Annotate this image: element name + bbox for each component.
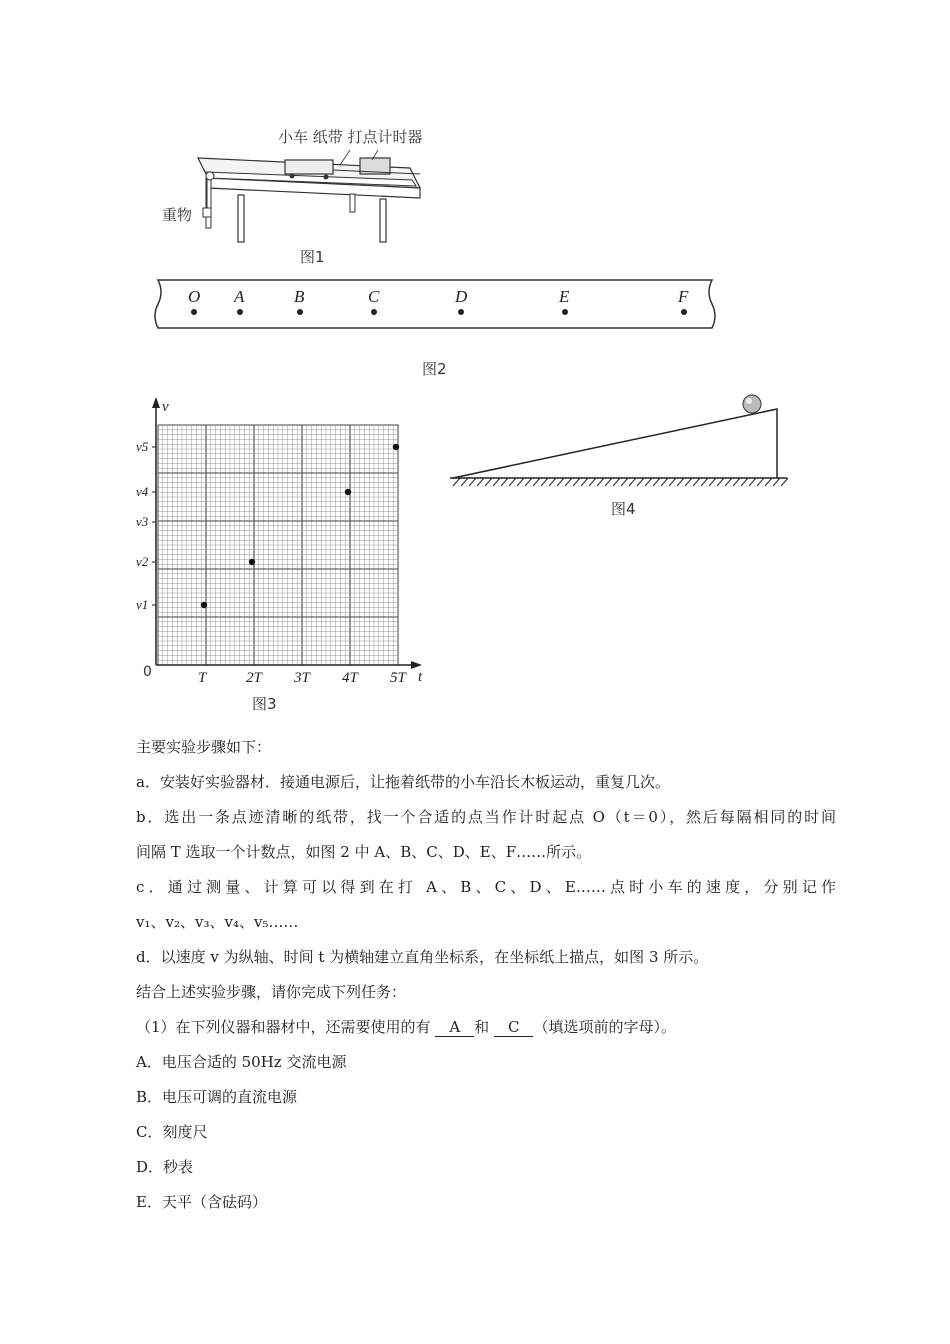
option-c: C．刻度尺 <box>136 1123 208 1141</box>
x-axis-label: t <box>418 669 423 685</box>
figure-2-tape <box>150 272 730 382</box>
tape-label-a: A <box>234 287 245 306</box>
data-point-4-v4 <box>345 489 351 495</box>
figure-4-incline <box>445 390 795 525</box>
origin-label: 0 <box>143 664 152 680</box>
figure-3-vt-graph <box>130 395 440 720</box>
step-c-line2: v₁、v₂、v₃、v₄、v₅…… <box>136 913 299 931</box>
fig1-top-label: 小车 纸带 打点计时器 <box>278 128 423 146</box>
tape-dot-o <box>191 309 197 315</box>
step-b-line1: b．选出一条点迹清晰的纸带，找一个合适的点当作计时起点 O（t＝0），然后每隔相同的时间 <box>136 808 836 826</box>
data-point-2-v2 <box>249 559 255 565</box>
step-a: a．安装好实验器材．接通电源后，让拖着纸带的小车沿长木板运动，重复几次。 <box>136 773 670 791</box>
step-d: d．以速度 v 为纵轴、时间 t 为横轴建立直角坐标系，在坐标纸上描点，如图 3 所示。 <box>136 948 709 966</box>
question-text <box>136 736 836 1226</box>
step-b-line2: 间隔 T 选取一个计数点，如图 2 中 A、B、C、D、E、F……所示。 <box>136 843 592 861</box>
y-tick-v3: v3 <box>136 514 149 529</box>
q1-suffix: （填选项前的字母）。 <box>533 1018 676 1036</box>
option-d: D．秒表 <box>136 1158 194 1176</box>
tape-dot-e <box>562 309 568 315</box>
tape-label-f: F <box>678 287 689 306</box>
incline <box>453 409 777 478</box>
q1-answer-1: A <box>435 1018 474 1037</box>
fig3-caption: 图3 <box>252 695 277 713</box>
step-c-line1: c．通过测量、计算可以得到在打 A、B、C、D、E……点时小车的速度，分别记作 <box>136 878 836 896</box>
intro-line: 主要实验步骤如下： <box>136 738 272 756</box>
tape-label-d: D <box>455 287 468 306</box>
ground-hatch <box>453 478 788 486</box>
y-tick-v5: v5 <box>136 439 149 454</box>
x-tick-3T: 3T <box>294 670 310 686</box>
x-axis-arrow <box>411 661 422 669</box>
fig2-caption: 图2 <box>422 360 447 378</box>
figure-1-apparatus <box>150 120 470 270</box>
data-point-1-v1 <box>201 602 207 608</box>
option-b: B．电压可调的直流电源 <box>136 1088 298 1106</box>
tape-dot-a <box>237 309 243 315</box>
data-point-5-v5 <box>393 444 399 450</box>
tape-dot-f <box>681 309 687 315</box>
y-tick-v2: v2 <box>136 554 149 569</box>
tape-dot-d <box>458 309 464 315</box>
option-a: A．电压合适的 50Hz 交流电源 <box>136 1053 347 1071</box>
task-line: 结合上述实验步骤，请你完成下列任务： <box>136 983 407 1001</box>
y-axis-label: v <box>162 399 169 415</box>
fig1-weight-label: 重物 <box>162 206 193 224</box>
x-tick-2T: 2T <box>246 670 262 686</box>
fig1-caption: 图1 <box>300 248 325 266</box>
option-e: E．天平（含砝码） <box>136 1193 267 1211</box>
tape-label-c: C <box>368 287 380 306</box>
x-tick-5T: 5T <box>390 670 406 686</box>
x-tick-T: T <box>198 670 207 686</box>
q1-answer-2: C <box>494 1018 533 1037</box>
graph-grid <box>158 425 398 665</box>
tape-label-e: E <box>559 287 570 306</box>
ball <box>743 395 761 413</box>
tape-dot-b <box>297 309 303 315</box>
q1-prefix: （1）在下列仪器和器材中，还需要使用的有 <box>136 1018 431 1036</box>
q1-middle: 和 <box>474 1018 490 1036</box>
y-tick-v4: v4 <box>136 484 149 499</box>
question-1 <box>136 1016 836 1038</box>
tape-dot-c <box>371 309 377 315</box>
x-tick-4T: 4T <box>342 670 358 686</box>
tape-label-b: B <box>294 287 305 306</box>
y-axis-arrow <box>152 397 160 408</box>
fig4-caption: 图4 <box>611 500 636 518</box>
tape-label-o: O <box>188 287 201 306</box>
y-tick-v1: v1 <box>136 597 149 612</box>
